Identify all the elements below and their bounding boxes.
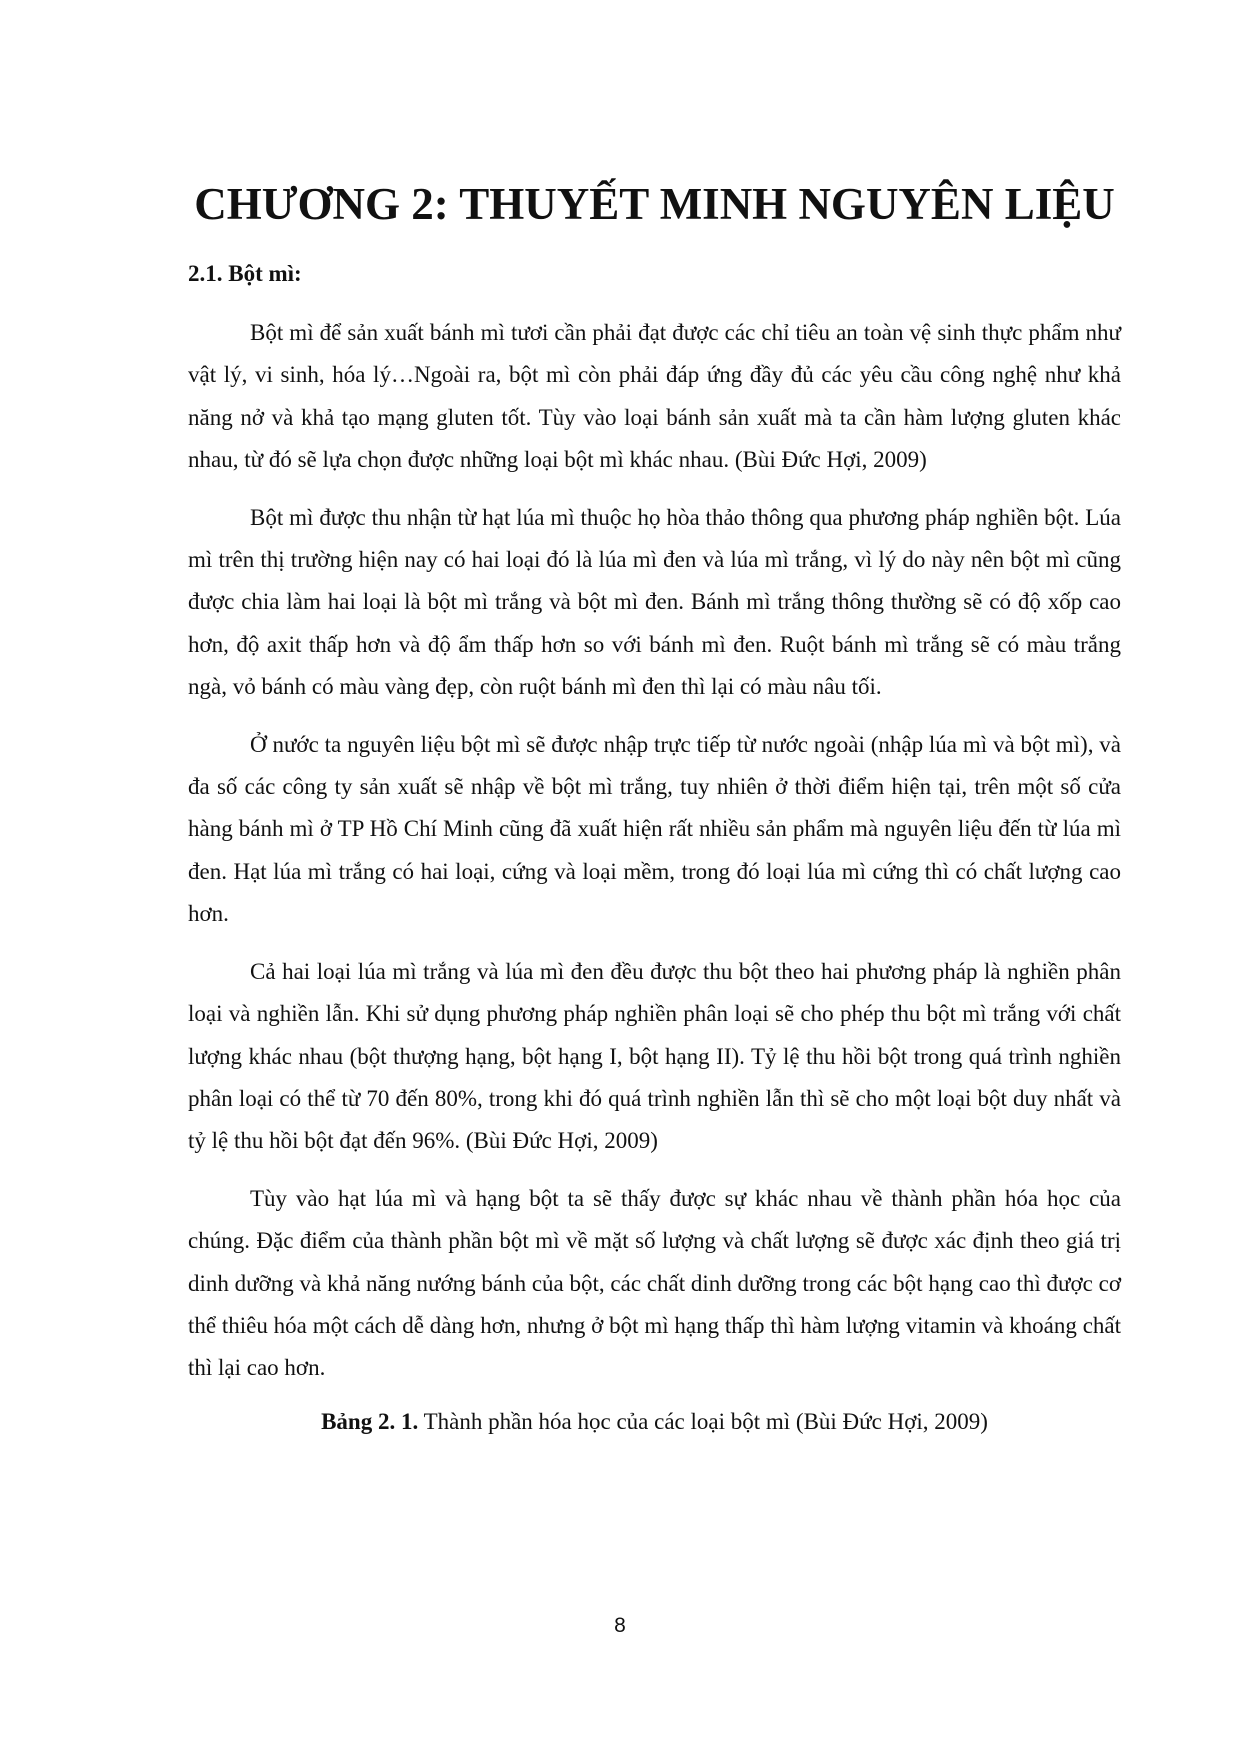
paragraph-4: Cả hai loại lúa mì trắng và lúa mì đen đều được thu bột theo hai phương pháp là nghiền phân loại và nghiền lẫn. Khi sử dụng phương pháp nghiền phân loại sẽ cho phép thu bột mì trắng với chất lượng khác nhau (bột thượng hạng, bột hạng I, bột hạng II). Tỷ lệ thu hồi bột trong quá trình nghiền phân loại có thể từ 70 đến 80%, trong khi đó quá trình nghiền lẫn thì sẽ cho một loại bột duy nhất và tỷ lệ thu hồi bột đạt đến 96%. (Bùi Đức Hợi, 2009) <box>188 958 1121 1154</box>
table-caption-text: Thành phần hóa học của các loại bột mì (Bùi Đức Hợi, 2009) <box>418 1408 988 1434</box>
paragraph-3: Ở nước ta nguyên liệu bột mì sẽ được nhập trực tiếp từ nước ngoài (nhập lúa mì và bột mì), và đa số các công ty sản xuất sẽ nhập về bột mì trắng, tuy nhiên ở thời điểm hiện tại, trên một số cửa hàng bánh mì ở TP Hồ Chí Minh cũng đã xuất hiện rất nhiều sản phẩm mà nguyên liệu đến từ lúa mì đen. Hạt lúa mì trắng có hai loại, cứng và loại mềm, trong đó loại lúa mì cứng thì có chất lượng cao hơn. <box>188 731 1121 927</box>
paragraph-2: Bột mì được thu nhận từ hạt lúa mì thuộc họ hòa thảo thông qua phương pháp nghiền bột. Lúa mì trên thị trường hiện nay có hai loại đó là lúa mì đen và lúa mì trắng, vì lý do này nên bột mì cũng được chia làm hai loại là bột mì trắng và bột mì đen. Bánh mì trắng thông thường sẽ có độ xốp cao hơn, độ axit thấp hơn và độ ẩm thấp hơn so với bánh mì đen. Ruột bánh mì trắng sẽ có màu trắng ngà, vỏ bánh có màu vàng đẹp, còn ruột bánh mì đen thì lại có màu nâu tối. <box>188 504 1121 700</box>
section-heading: 2.1. Bột mì: <box>188 261 302 286</box>
paragraph-5: Tùy vào hạt lúa mì và hạng bột ta sẽ thấy được sự khác nhau về thành phần hóa học của chúng. Đặc điểm của thành phần bột mì về mặt số lượng và chất lượng sẽ được xác định theo giá trị dinh dưỡng và khả năng nướng bánh của bột, các chất dinh dưỡng trong các bột hạng cao thì được cơ thể thiêu hóa một cách dễ dàng hơn, nhưng ở bột mì hạng thấp thì hàm lượng vitamin và khoáng chất thì lại cao hơn. <box>188 1185 1121 1381</box>
table-caption-label: Bảng 2. 1. <box>321 1408 419 1434</box>
page-content <box>188 172 1121 1440</box>
page-number: 8 <box>614 1614 626 1637</box>
table-caption <box>188 1404 1121 1440</box>
chapter-title: CHƯƠNG 2: THUYẾT MINH NGUYÊN LIỆU <box>194 179 1115 229</box>
paragraph-1: Bột mì để sản xuất bánh mì tươi cần phải đạt được các chỉ tiêu an toàn vệ sinh thực phẩm như vật lý, vi sinh, hóa lý…Ngoài ra, bột mì còn phải đáp ứng đầy đủ các yêu cầu công nghệ như khả năng nở và khả tạo mạng gluten tốt. Tùy vào loại bánh sản xuất mà ta cần hàm lượng gluten khác nhau, từ đó sẽ lựa chọn được những loại bột mì khác nhau. (Bùi Đức Hợi, 2009) <box>188 320 1121 473</box>
